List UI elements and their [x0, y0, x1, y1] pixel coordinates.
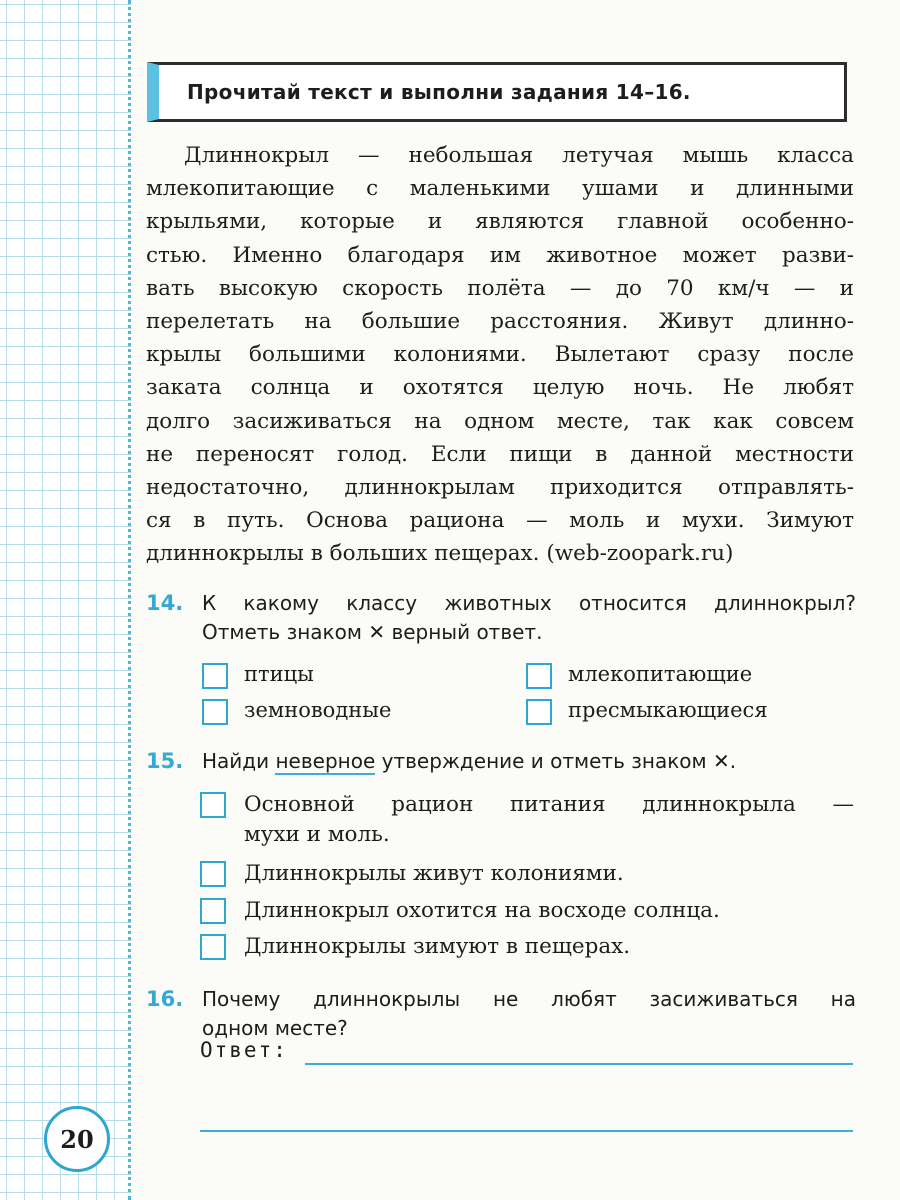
option-label: пресмыкающиеся — [568, 698, 768, 722]
option-label: млекопитающие — [568, 662, 753, 686]
statement-text — [244, 790, 854, 850]
statement-line: Основной рацион питания длиннокрыла — — [244, 792, 854, 817]
task-header — [147, 62, 847, 122]
passage-line: не переносят голод. Если пищи в данной местности — [146, 441, 854, 467]
passage-line: недостаточно, длиннокрылам приходится отправлять- — [146, 475, 854, 501]
question-text-part: верный ответ. — [391, 620, 543, 644]
passage-line: вать высокую скорость полёта — до 70 км/ч — и — [146, 275, 854, 301]
checkbox[interactable] — [200, 792, 226, 818]
option-reptiles[interactable] — [526, 696, 768, 725]
question-line — [202, 618, 856, 647]
question-text — [202, 589, 856, 647]
page-number: 20 — [60, 1124, 94, 1154]
passage-line: долго засиживаться на одном месте, так как совсем — [146, 408, 854, 434]
option-amphibians[interactable] — [202, 696, 391, 725]
checkbox[interactable] — [200, 898, 226, 924]
passage-line: заката солнца и охотятся целую ночь. Не любят — [146, 375, 854, 401]
passage-line: крылы большими колониями. Вылетают сразу после — [146, 342, 854, 368]
statement-text: Длиннокрыл охотится на восходе солнца. — [244, 898, 720, 923]
option-mammals[interactable] — [526, 660, 752, 689]
passage-line: Длиннокрыл — небольшая летучая мышь класса — [184, 143, 854, 168]
passage-line: перелетать на большие расстояния. Живут длинно- — [146, 309, 854, 335]
checkbox[interactable] — [202, 699, 228, 725]
question-14 — [146, 589, 856, 647]
question-number: 16. — [146, 987, 184, 1011]
question-text-part: утверждение и отметь знаком — [381, 749, 707, 773]
passage-line: ся в путь. Основа рациона — моль и мухи. Зимуют — [146, 508, 854, 534]
passage-line: длиннокрылы в больших пещерах. (web-zoopark.ru) — [146, 541, 734, 567]
reading-passage — [146, 139, 854, 571]
statement-text: Длиннокрылы живут колониями. — [244, 861, 624, 886]
question-text-part: Найди — [202, 749, 270, 773]
answer-label: Ответ: — [200, 1038, 288, 1062]
option-birds[interactable] — [202, 660, 314, 689]
question-number: 14. — [146, 591, 184, 615]
task-header-title: Прочитай текст и выполни задания 14–16. — [187, 80, 691, 104]
margin-dotted-line — [128, 0, 131, 1200]
option-label: земноводные — [244, 698, 392, 722]
grid-margin — [0, 0, 132, 1200]
passage-line: млекопитающие с маленькими ушами и длинными — [146, 176, 854, 202]
question-line: Почему длиннокрылы не любят засиживаться на — [202, 987, 856, 1011]
passage-line: крыльями, которые и являются главной особенно- — [146, 209, 854, 235]
question-text — [202, 985, 856, 1043]
question-text — [202, 747, 856, 776]
statement-line: мухи и моль. — [244, 822, 390, 847]
answer-line[interactable] — [200, 1130, 853, 1132]
checkbox[interactable] — [526, 663, 552, 689]
checkbox[interactable] — [200, 861, 226, 887]
underlined-word: неверное — [275, 749, 376, 773]
page-number-badge — [44, 1106, 110, 1172]
question-number: 15. — [146, 749, 184, 773]
x-mark-icon: ✕ — [712, 749, 730, 773]
checkbox[interactable] — [202, 663, 228, 689]
passage-line: стью. Именно благодаря им животное может разви- — [146, 242, 854, 268]
statement-text: Длиннокрылы зимуют в пещерах. — [244, 934, 631, 959]
question-line — [202, 747, 856, 776]
x-mark-icon: ✕ — [368, 620, 386, 644]
question-text-part: Отметь знаком — [202, 620, 362, 644]
question-16 — [146, 985, 856, 1043]
option-label: птицы — [244, 662, 314, 686]
checkbox[interactable] — [526, 699, 552, 725]
answer-line[interactable] — [305, 1063, 853, 1065]
question-text-part: . — [729, 749, 737, 773]
question-line: К какому классу животных относится длиннокрыл? — [202, 591, 856, 615]
question-15 — [146, 747, 856, 776]
question-line: одном месте? — [202, 1016, 348, 1040]
checkbox[interactable] — [200, 934, 226, 960]
